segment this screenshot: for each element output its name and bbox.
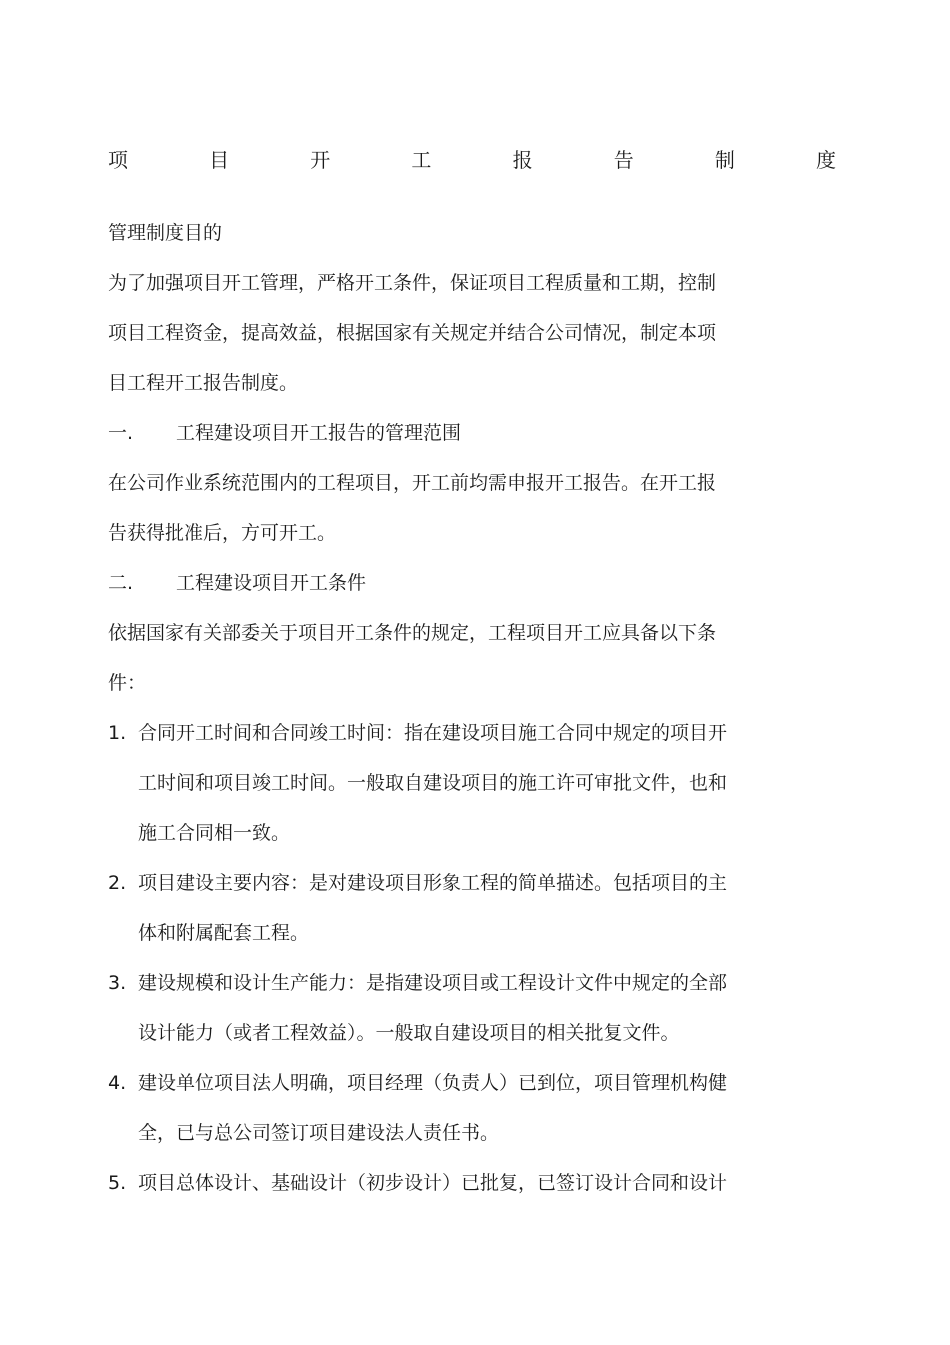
title-char: 制 (714, 148, 735, 172)
paragraph-line: 依据国家有关部委关于项目开工条件的规定，工程项目开工应具备以下条 (108, 622, 717, 644)
section-number: 一. (108, 422, 134, 444)
title-char: 报 (512, 148, 533, 172)
list-item (108, 1058, 727, 1158)
title-char: 开 (310, 148, 331, 172)
list-item (108, 1158, 727, 1208)
section-1-paragraph (108, 458, 716, 558)
conditions-list (108, 708, 727, 1208)
paragraph-line: 为了加强项目开工管理，严格开工条件，保证项目工程质量和工期，控制 (108, 272, 717, 294)
list-line: 全，已与总公司签订项目建设法人责任书。 (138, 1122, 500, 1144)
list-item (108, 858, 727, 958)
list-line: 建设规模和设计生产能力：是指建设项目或工程设计文件中规定的全部 (138, 972, 728, 994)
section-2-heading (108, 558, 366, 608)
list-line: 体和附属配套工程。 (138, 922, 310, 944)
list-number: 3. (108, 972, 127, 994)
section-title: 工程建设项目开工条件 (176, 572, 367, 594)
section-title: 工程建设项目开工报告的管理范围 (176, 422, 462, 444)
paragraph-line: 目工程开工报告制度。 (108, 372, 299, 394)
title-char: 目 (209, 148, 230, 172)
paragraph-line: 在公司作业系统范围内的工程项目，开工前均需申报开工报告。在开工报 (108, 472, 717, 494)
section-2-paragraph (108, 608, 716, 708)
title-char: 工 (411, 148, 432, 172)
list-number: 4. (108, 1072, 127, 1094)
list-line: 建设单位项目法人明确，项目经理（负责人）已到位，项目管理机构健 (138, 1072, 728, 1094)
purpose-heading: 管理制度目的 (108, 222, 223, 244)
title-char: 告 (613, 148, 634, 172)
list-line: 项目总体设计、基础设计（初步设计）已批复，已签订设计合同和设计 (138, 1172, 728, 1194)
list-item (108, 958, 727, 1058)
list-item (108, 708, 727, 858)
list-line: 设计能力（或者工程效益）。一般取自建设项目的相关批复文件。 (138, 1022, 680, 1044)
list-number: 2. (108, 872, 127, 894)
list-line: 合同开工时间和合同竣工时间：指在建设项目施工合同中规定的项目开 (138, 722, 728, 744)
paragraph-line: 告获得批准后，方可开工。 (108, 522, 337, 544)
section-number: 二. (108, 572, 134, 594)
list-line: 施工合同相一致。 (138, 822, 291, 844)
list-line: 工时间和项目竣工时间。一般取自建设项目的施工许可审批文件，也和 (138, 772, 728, 794)
section-1-heading (108, 408, 461, 458)
paragraph-line: 件： (108, 672, 147, 694)
title-char: 度 (815, 148, 836, 172)
purpose-paragraph (108, 258, 716, 408)
document-title (108, 146, 836, 174)
title-char: 项 (108, 148, 128, 172)
list-number: 5. (108, 1172, 127, 1194)
list-line: 项目建设主要内容：是对建设项目形象工程的简单描述。包括项目的主 (138, 872, 728, 894)
list-number: 1. (108, 722, 127, 744)
paragraph-line: 项目工程资金，提高效益，根据国家有关规定并结合公司情况，制定本项 (108, 322, 717, 344)
